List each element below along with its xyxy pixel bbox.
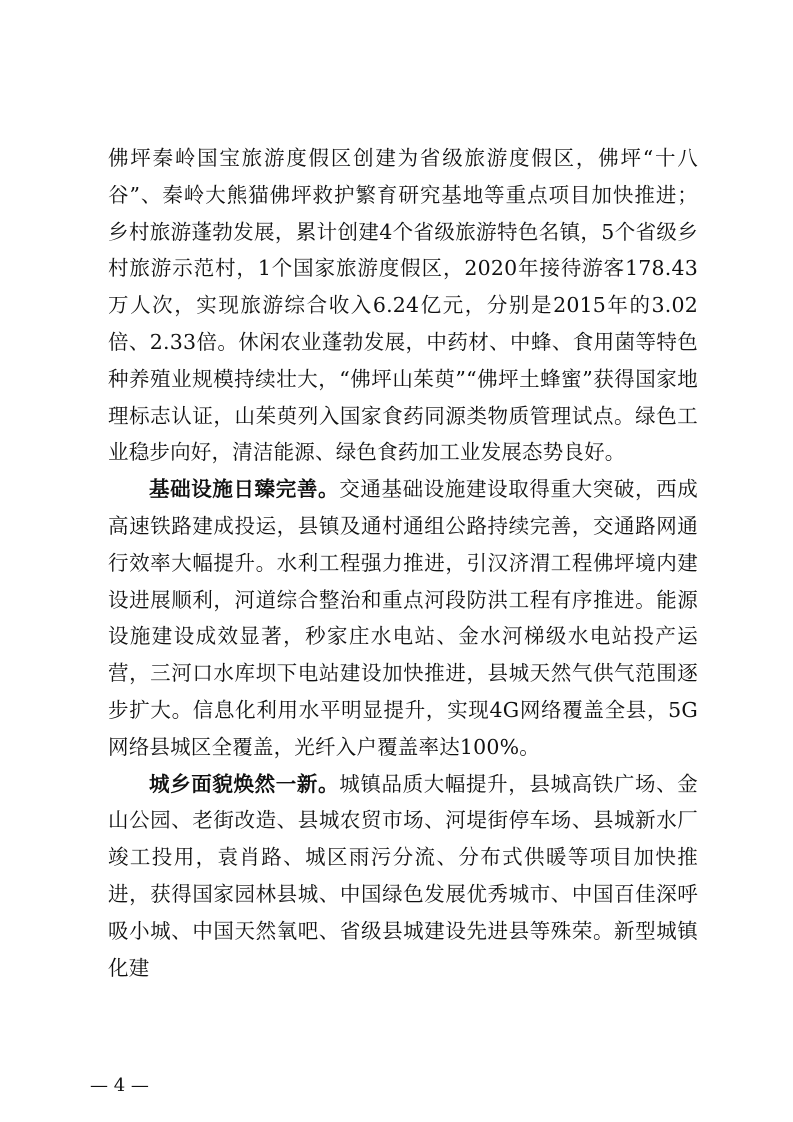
page-number: — 4 — [90,1075,149,1096]
paragraph-text: 交通基础设施建设取得重大突破，西成高速铁路建成投运，县镇及通村通组公路持续完善，交通路网通行效率大幅提升。水利工程强力推进，引汉济渭工程佛坪境内建设进展顺利，河道综合整治和重点河段防洪工程有序推进。能源设施建设成效显著，秒家庄水电站、金水河梯级水电站投产运营，三河口水库坝下电站建设加快推进，县城天然气供气范围逐步扩大。信息化利用水平明显提升，实现4G网络覆盖全县，5G网络县城区全覆盖，光纤入户覆盖率达100%。 [108,477,698,759]
paragraph-urban-rural [108,766,698,987]
paragraph-tourism [108,140,698,471]
paragraph-lead: 城乡面貌焕然一新。 [149,771,340,796]
body-text [108,140,698,986]
paragraph-text: 城镇品质大幅提升，县城高铁广场、金山公园、老街改造、县城农贸市场、河堤街停车场、县城新水厂竣工投用，袁肖路、城区雨污分流、分布式供暖等项目加快推进，获得国家园林县城、中国绿色发展优秀城市、中国百佳深呼吸小城、中国天然氧吧、省级县城建设先进县等殊荣。新型城镇化建 [108,771,698,980]
paragraph-infrastructure [108,471,698,765]
paragraph-text: 佛坪秦岭国宝旅游度假区创建为省级旅游度假区，佛坪“十八谷”、秦岭大熊猫佛坪救护繁育研究基地等重点项目加快推进；乡村旅游蓬勃发展，累计创建4个省级旅游特色名镇，5个省级乡村旅游示范村，1个国家旅游度假区，2020年接待游客178.43万人次，实现旅游综合收入6.24亿元，分别是2015年的3.02倍、2.33倍。休闲农业蓬勃发展，中药材、中蜂、食用菌等特色种养殖业规模持续壮大，“佛坪山茱萸”“佛坪土蜂蜜”获得国家地理标志认证，山茱萸列入国家食药同源类物质管理试点。绿色工业稳步向好，清洁能源、绿色食药加工业发展态势良好。 [108,146,698,465]
paragraph-lead: 基础设施日臻完善。 [149,477,340,502]
